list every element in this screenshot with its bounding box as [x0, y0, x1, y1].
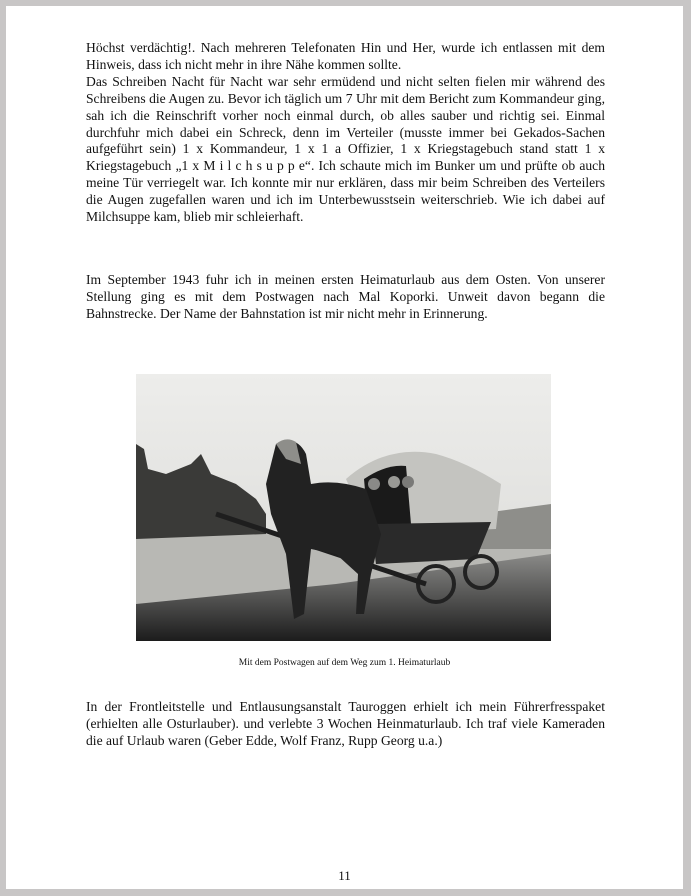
- text-block-middle: [86, 272, 605, 323]
- photo-caption: Mit dem Postwagen auf dem Weg zum 1. Heimaturlaub: [238, 658, 451, 668]
- text-block-top: [86, 40, 605, 226]
- text-block-bottom: [86, 699, 605, 750]
- paragraph: In der Frontleitstelle und Entlausungsanstalt Tauroggen erhielt ich mein Führerfresspaket (erhielten alle Osturlauber). und verlebte 3 Wochen Heinmaturlaub. Ich traf viele Kameraden die auf Urlaub waren (Geber Edde, Wolf Franz, Rupp Georg u.a.): [86, 699, 605, 748]
- photo-post-wagon: [136, 374, 551, 641]
- document-page: [6, 6, 683, 889]
- page-number: 11: [338, 868, 351, 883]
- paragraph: Im September 1943 fuhr ich in meinen ersten Heimaturlaub aus dem Osten. Von unserer Stellung ging es mit dem Postwagen nach Mal Koporki. Unweit davon begann die Bahnstrecke. Der Name der Bahnstation ist mir nicht mehr in Erinnerung.: [86, 272, 605, 321]
- paragraph: Höchst verdächtig!. Nach mehreren Telefonaten Hin und Her, wurde ich entlassen mit dem Hinweis, dass ich nicht mehr in ihre Nähe kommen sollte.: [86, 40, 605, 72]
- photo-illustration: [136, 374, 551, 641]
- paragraph: Das Schreiben Nacht für Nacht war sehr ermüdend und nicht selten fielen mir während des Schreibens die Augen zu. Bevor ich täglich um 7 Uhr mit dem Bericht zum Kommandeur ging, sah ich die Reinschrift vorher noch einmal durch, ob alles sauber und richtig sei. Einmal durchfuhr mich dabei ein Schreck, denn im Verteiler (musste immer bei Gekados-Sachen aufgeführt sein) 1 x Kommandeur, 1 x 1 a Offizier, 1 x Kriegstagebuch stand statt 1 x Kriegstagebuch „1 x M i l c h s u p p e“. Ich schaute mich im Bunker um und prüfte ob auch meine Tür verriegelt war. Ich konnte mir nur erklären, dass mir beim Schreiben des Verteilers die Augen zugefallen waren und ich im Unterbewusstsein weiterschrieb. Wie ich dabei auf Milchsuppe kam, blieb mir schleierhaft.: [86, 73, 605, 225]
